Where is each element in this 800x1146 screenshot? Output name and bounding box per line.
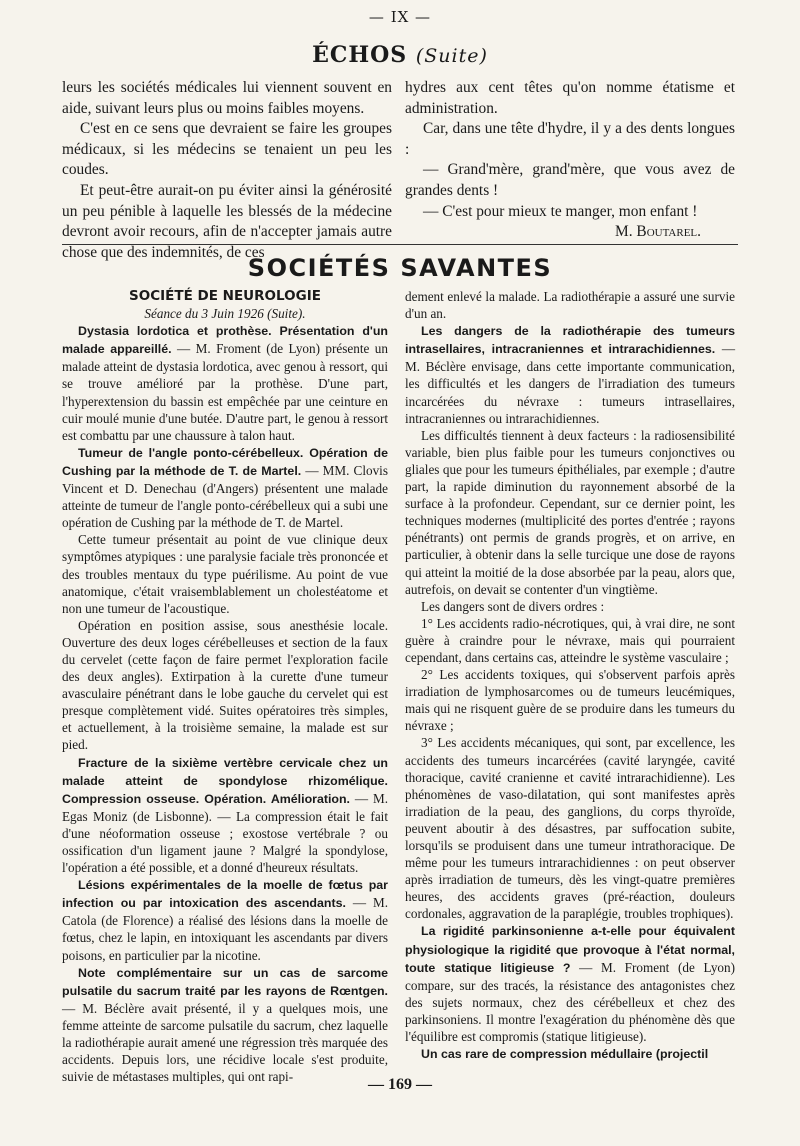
section-divider [62,244,738,245]
article-paragraph [405,1045,735,1063]
paragraph-text: Cette tumeur présentait au point de vue clinique deux symptômes atypiques : une paralysie faciale très prononcée et des troubles mentaux du type puérilisme. Au point de vue anatomique, c'était vraisemblablement un cholestéatome et non une tumeur de l'acoustique. [62,532,388,616]
article-paragraph [405,615,735,666]
article-paragraph [405,922,735,1045]
echos-paragraph: Car, dans une tête d'hydre, il y a des dents longues : [405,120,735,158]
author-signature: M. Boutarel. [615,223,701,241]
paragraph-heading: La rigidité parkinsonienne a-t-elle pour équivalent physiologique la rigidité que provoque à l'état normal, toute statique litigieuse ? [405,924,735,975]
article-paragraph [62,876,388,963]
paragraph-heading: Tumeur de l'angle ponto-cérébelleux. Opération de Cushing par la méthode de T. de Martel. [62,445,388,478]
societes-savantes-title: SOCIÉTÉS SAVANTES [247,254,553,282]
echos-paragraph: C'est en ce sens que devraient se faire les groupes médicaux, si les médecins se tenaient un peu les coudes. [62,120,392,179]
echos-paragraph: hydres aux cent têtes qu'on nomme étatisme et administration. [405,79,735,117]
paragraph-text: Les dangers sont de divers ordres : [421,598,605,614]
article-paragraph [405,288,735,322]
session-date: Séance du 3 Juin 1926 (Suite). [144,306,306,322]
echos-suite: (Suite) [415,45,488,67]
echos-paragraph: — C'est pour mieux te manger, mon enfant ! [423,202,698,220]
echos-paragraph: leurs les sociétés médicales lui viennent souvent en aide, suivant leurs plus ou moins faibles moyens. [62,79,392,117]
section-title: SOCIÉTÉ DE NEUROLOGIE [129,288,321,304]
paragraph-text: — MM. Clovis Vincent et D. Denechau (d'Angers) présentent une malade atteinte de tumeur de l'angle ponto-cérébelleux qui a subi une opération de Cushing par la méthode de T. de Martel. [62,462,388,531]
left-article-column [62,288,388,1085]
echos-heading [0,42,800,68]
echos-title: ÉCHOS [312,42,408,68]
paragraph-heading: Fracture de la sixième vertèbre cervicale chez un malade atteint de spondylose rhizomélique. Compression osseuse. Opération. Amélioration. [62,755,388,806]
paragraph-heading: Les dangers de la radiothérapie des tumeurs intrasellaires, intracraniennes et intrarachidiennes. [405,324,735,357]
paragraph-text: — M. Béclère avait présenté, il y a quelques mois, une femme atteinte de sarcome pulsatile du sacrum, chez laquelle la radiothérapie aurait amené une régression très marquée des accidents. Depuis lors, une récidive locale s'est produite, suivie de métastases multiples, qui ont rapi- [62,1000,388,1085]
paragraph-heading: Dystasia lordotica et prothèse. Présentation d'un malade appareillé. [62,324,388,357]
paragraph-text: — M. Froment (de Lyon) présente un malade atteint de dystasia lordotica, avec genou à ressort, qui se trouve amélioré par la prothèse. D'une part, l'hyperextension du bassin est empêchée par une ceinture en cuir moulé munie d'une butée. D'autre part, le genou à ressort est combattu par une chaussure à talon haut. [62,341,388,443]
paragraph-text: — M. Egas Moniz (de Lisbonne). — La compression était le fait d'une néoformation osseuse ; exostose vertébrale ? ou ossification d'un ligament jaune ? Malgré la spondylose, l'opération a été possible, et a donné d'heureux résultats. [62,790,388,876]
paragraph-text: 3° Les accidents mécaniques, qui sont, par excellence, les accidents des tumeurs incarcérées (cavité laryngée, cavité thoracique, cavité cranienne et cavité intrarachidienne). Les phénomènes de vaso-dilatation, qui sont manifestes après irradiation de la peau, des ganglions, du corps thyroïde, peuvent aboutir à des désastres, par suffocation subite, lorsqu'ils se produisent dans une tumeur intrathoracique. De même pour les tumeurs intrarachidiennes : on peut observer après irradiation de tumeurs, dès les vingt-quatre premières heures, des accidents graves (pré-réaction, douleurs cordonales, aggravation de la paraplégie, troubles trophiques). [405,735,735,922]
paragraph-heading: Un cas rare de compression médullaire (projectil [421,1047,709,1062]
article-paragraph [62,531,388,616]
article-paragraph [405,666,735,734]
article-paragraph [405,322,735,427]
paragraph-text: dement enlevé la malade. La radiothérapie a assuré une survie d'un an. [405,289,735,322]
article-paragraph [62,754,388,877]
paragraph-text: Les difficultés tiennent à deux facteurs : la radiosensibilité variable, bien plus faible pour les tumeurs conjonctives ou gliales que pour les tumeurs épithéliales, par exemple ; d'autre part, la rapide diminution du rayonnement absorbé de la surface à la profondeur. Cependant, sur ce dernier point, les techniques modernes (multiplicité des portes d'entrée ; rayons pénétrants) ont permis de grands progrès, et on arrive, en particulier, à obtenir dans la selle turcique une dose de rayons qui atteint la moitié de la dose absorbée par la peau, alors que, autrefois, on devait se contenter d'un vingtième. [405,427,735,597]
paragraph-text: 1° Les accidents radio-nécrotiques, qui, à vrai dire, ne sont guère à craindre pour le névraxe, mais qui pourraient cependant, dans certains cas, atteindre le système vasculaire ; [405,615,735,665]
article-paragraph [405,734,735,922]
paragraph-text: Opération en position assise, sous anesthésie locale. Ouverture des deux loges cérébelleuses et section de la faux du cervelet (cette façon de faire permet l'exploration facile des deux angles). Extirpation à la curette d'une tumeur avasculaire pénétrant dans le lobe gauche du cervelet qui est presque complètement vidé. Suites opératoires très simples, et actuellement, à la troisième semaine, la malade est sur pied. [62,617,388,753]
paragraph-text: — M. Béclère envisage, dans cette importante communication, les difficultés et les dangers de l'irradiation des tumeurs incarcérées du névraxe : tumeurs intrasellaires, intracraniennes ou intrarachidiennes. [405,341,736,426]
article-paragraph [62,964,388,1086]
echos-left-column [62,78,392,263]
paragraph-text: — M. Froment (de Lyon) compare, sur des tracés, la résistance des antagonistes chez des sujets normaux, chez des cérébelleux et chez des parkinsoniens. Il montre l'exagération du phénomène dès que l'équilibre est compromis (statique litigieuse). [405,959,735,1045]
echos-paragraph: Et peut-être aurait-on pu éviter ainsi la générosité un peu pénible à laquelle les blessés de la médecine devront avoir recours, afin de n'accepter jamais autre chose que des indemnités, de ces [62,181,392,261]
page-number: — 169 — [368,1076,432,1093]
paragraph-text: 2° Les accidents toxiques, qui s'observent parfois après irradiation de lymphosarcomes ou de tumeurs leucémiques, mais qui ne risquent guère de se produire dans les tumeurs du névraxe ; [405,667,735,734]
paragraph-heading: Lésions expérimentales de la moelle de fœtus par infection ou par intoxication des ascendants. [62,878,388,911]
right-article-column [405,288,735,1063]
left-paragraphs [62,322,388,1085]
article-paragraph [62,444,388,531]
article-paragraph [62,617,388,754]
paragraph-heading: Note complémentaire sur un cas de sarcome pulsatile du sacrum traité par les rayons de Rœntgen. [62,965,388,998]
article-paragraph [62,322,388,444]
echos-paragraph: — Grand'mère, grand'mère, que vous avez de grandes dents ! [405,161,735,199]
page-number-roman: — IX — [368,8,432,26]
article-paragraph [405,598,735,615]
echos-right-column [405,78,735,243]
article-paragraph [405,427,735,598]
right-paragraphs [405,288,735,1063]
paragraph-text: — M. Catola (de Florence) a réalisé des lésions dans la moelle de fœtus, chez le lapin, en intoxiquant les ascendants par divers poisons, en particulier par la nicotine. [62,895,388,963]
